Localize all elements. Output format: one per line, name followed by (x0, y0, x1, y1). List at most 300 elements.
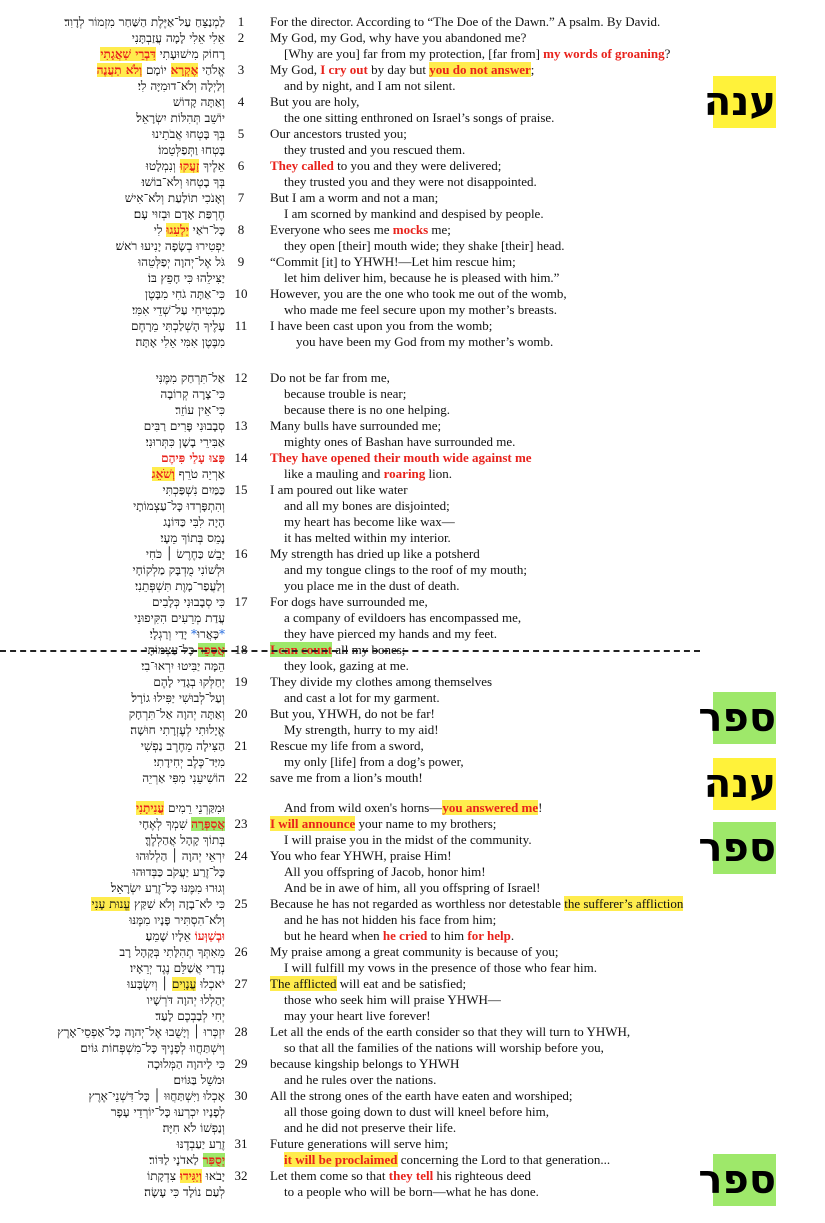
english-line (284, 562, 527, 578)
hebrew-line (163, 482, 225, 498)
english-line (270, 674, 492, 690)
english-line (284, 402, 450, 418)
hebrew-line-segment: בָּטְחוּ וַתְּפַלְּטֵמוֹ׃ (158, 143, 225, 157)
hebrew-line (149, 1152, 225, 1168)
english-line-segment: My God, (270, 62, 321, 77)
hebrew-line-segment: כִּי־אֵין עוֹזֵר׃ (175, 403, 225, 417)
english-line (284, 1040, 604, 1056)
english-line-segment: like a mauling and (284, 466, 384, 481)
english-line-segment: may your heart live forever! (284, 1008, 431, 1023)
english-line-segment: because kingship belongs to YHWH (270, 1056, 460, 1071)
hebrew-line-segment: כִּי־צָרָה קְרוֹבָה (160, 387, 225, 401)
keyword-badge: ספר (713, 692, 776, 744)
english-line-segment: roaring (383, 466, 426, 481)
hebrew-line-segment: גֹּל אֶל־יְהוָה יְפַלְּטֵהוּ (138, 255, 225, 269)
hebrew-line (129, 912, 225, 928)
hebrew-line-segment: עָלֶיךָ הָשְׁלַכְתִּי מֵרָחֶם (130, 319, 225, 333)
english-line-segment: and my tongue clings to the roof of my mouth; (284, 562, 527, 577)
english-line-segment: My praise among a great community is because of you; (270, 944, 559, 959)
english-line (284, 690, 440, 706)
english-line-segment: he cried (382, 928, 428, 943)
hebrew-line (146, 158, 225, 174)
english-line-segment: But you, YHWH, do not be far! (270, 706, 435, 721)
hebrew-line (173, 94, 225, 110)
hebrew-line-segment: רָחוֹק מִישׁוּעָתִי (155, 47, 225, 61)
english-line (284, 928, 514, 944)
english-line (284, 880, 540, 896)
hebrew-line (145, 286, 225, 302)
english-line (270, 816, 496, 832)
english-line-segment: I will fulfill my vows in the presence of those who fear him. (284, 960, 598, 975)
hebrew-line-segment: יְחַלְּקוּ בְגָדַי לָהֶם (153, 675, 225, 689)
verse-number: 12 (234, 370, 248, 385)
verse-number: 28 (234, 1024, 248, 1039)
english-line-segment: mighty ones of Bashan have surrounded me. (284, 434, 516, 449)
hebrew-line-segment: יַלְעִגוּ (166, 223, 189, 237)
english-line (284, 1120, 456, 1136)
english-line (270, 30, 526, 46)
hebrew-line (138, 78, 225, 94)
english-line (284, 434, 515, 450)
english-line-segment: they tell (388, 1168, 434, 1183)
hebrew-line (125, 190, 225, 206)
english-line-segment: for help (467, 928, 511, 943)
english-line-segment: let him deliver him, because he is pleased with him.” (284, 270, 560, 285)
english-line-segment: Everyone who sees me (270, 222, 393, 237)
keyword-badge: ספר (713, 1154, 776, 1206)
hebrew-line-segment: סְבָבוּנִי פָּרִים רַבִּים (143, 419, 225, 433)
english-line-segment: Future generations will serve him; (270, 1136, 449, 1151)
english-line-segment: my only [life] from a dog’s power, (284, 754, 464, 769)
english-line (284, 238, 565, 254)
english-line-segment: will eat and be satisfied; (336, 976, 467, 991)
english-line-segment: The afflicted (270, 976, 337, 991)
hebrew-line (134, 206, 225, 222)
english-line-segment: They have opened their mouth wide against me (270, 450, 532, 465)
hebrew-line (144, 418, 225, 434)
hebrew-line-segment: וְשֹׁאֵג (151, 467, 175, 481)
hebrew-line-segment: בְּךָ בָטְחוּ וְלֹא־בוֹשׁוּ׃ (141, 175, 225, 189)
english-line-segment: But I am a worm and not a man; (270, 190, 439, 205)
english-line (270, 222, 451, 238)
hebrew-line-segment: זֶרַע יַעַבְדֶנּוּ (176, 1137, 225, 1151)
english-line-segment: All the strong ones of the earth have eaten and worshiped; (270, 1088, 573, 1103)
hebrew-line-segment: ׀ וְיִשְׂבָּעוּ (127, 977, 172, 991)
english-line-segment: to a people who will be born—what he has done. (284, 1184, 539, 1199)
hebrew-line-segment: וּלְשׁוֹנִי מֻדְבָּק מַלְקוֹחָי (132, 563, 225, 577)
hebrew-line-segment: לְעַם נוֹלָד כִּי עָשָׂה׃ (144, 1185, 225, 1199)
verse-number: 31 (234, 1136, 248, 1151)
english-line-segment: I am scorned by mankind and despised by people. (284, 206, 544, 221)
english-line-segment: but he heard when (284, 928, 383, 943)
verse-number: 5 (237, 126, 245, 141)
hebrew-line (131, 690, 225, 706)
english-line-segment: All you offspring of Jacob, honor him! (284, 864, 486, 879)
hebrew-line (147, 1168, 225, 1184)
hebrew-line-segment: פָּצוּ עָלַי פִּיהֶם (161, 451, 225, 465)
hebrew-line-segment: מִבֶּטֶן אִמִּי אֵלִי אָתָּה׃ (135, 335, 225, 349)
hebrew-line-segment: וְגוּרוּ מִמֶּנּוּ כָּל־זֶרַע יִשְׂרָאֵל׃ (110, 881, 225, 895)
english-line-segment: Because he has not regarded as worthless nor detestable (270, 896, 565, 911)
english-line (270, 126, 407, 142)
english-line (270, 254, 516, 270)
hebrew-line-segment: אֱיָלוּתִי לְעֶזְרָתִי חוּשָׁה׃ (130, 723, 225, 737)
english-line-segment: they have pierced my hands and my feet. (284, 626, 497, 641)
hebrew-line-segment: וְלַיְלָה וְלֹא־דוּמִיָּה לִי׃ (137, 79, 225, 93)
english-line (284, 46, 670, 62)
english-line-segment: my words of groaning (543, 46, 665, 61)
hebrew-line (132, 302, 225, 318)
english-line-segment: However, you are the one who took me out of the womb, (270, 286, 567, 301)
english-line-segment: you answered me (442, 800, 539, 815)
english-line (284, 960, 597, 976)
hebrew-line-segment: וְיִשְׁתַּחֲווּ לְפָנֶיךָ כָּל־מִשְׁפְּחוֹת גּוֹיִם׃ (80, 1041, 225, 1055)
hebrew-line-segment: אֲסַפֵּר (198, 643, 225, 657)
verse-number: 2 (237, 30, 245, 45)
english-line-segment: Rescue my life from a sword, (270, 738, 424, 753)
hebrew-line (156, 370, 225, 386)
english-line (284, 142, 465, 158)
english-line-segment: all my bones; (332, 642, 406, 657)
english-line-segment: You who fear YHWH, praise Him! (270, 848, 452, 863)
english-line-segment: those who seek him will praise YHWH— (284, 992, 501, 1007)
hebrew-line (136, 334, 226, 350)
hebrew-line (142, 770, 225, 786)
hebrew-line-segment: הָיָה לִבִּי כַּדּוֹנָג (163, 515, 225, 529)
hebrew-line (154, 754, 225, 770)
english-line-segment: because trouble is near; (284, 386, 407, 401)
hebrew-line-segment: וְיַגִּידוּ (179, 1169, 202, 1183)
hebrew-line (138, 254, 225, 270)
hebrew-line (146, 434, 225, 450)
english-line-segment: Do not be far from me, (270, 370, 390, 385)
verse-number: 1 (237, 14, 245, 29)
english-line-segment: Let them come so that (270, 1168, 389, 1183)
english-line (284, 174, 537, 190)
hebrew-line-segment: יַפְטִירוּ בְשָׂפָה יָנִיעוּ רֹאשׁ׃ (115, 239, 225, 253)
verse-number: 32 (234, 1168, 248, 1183)
hebrew-line-segment: צִדְקָתוֹ (147, 1169, 180, 1183)
hebrew-line-segment: כַּמַּיִם נִשְׁפַּכְתִּי (162, 483, 225, 497)
english-line-segment: my heart has become like wax— (284, 514, 455, 529)
english-line (270, 738, 424, 754)
hebrew-line (139, 816, 225, 832)
hebrew-line (136, 110, 225, 126)
english-line-segment: My God, my God, why have you abandoned me? (270, 30, 527, 45)
hebrew-line-segment: עֲנָוִים (171, 977, 197, 991)
english-line-segment: I will announce (270, 816, 356, 831)
verse-number: 20 (234, 706, 248, 721)
english-line-segment: They divide my clothes among themselves (270, 674, 493, 689)
hebrew-line-segment: אַל־תִּרְחַק מִמֶּנִּי (155, 371, 225, 385)
hebrew-line (152, 594, 225, 610)
hebrew-line-segment: מֵאִתְּךָ תְהִלָּתִי בְּקָהָל רָב (119, 945, 225, 959)
hebrew-line-segment: בְּתוֹךְ קָהָל אֲהַלְלֶךָּ׃ (145, 833, 225, 847)
hebrew-line (111, 880, 225, 896)
hebrew-line-segment: דִּבְרֵי שַׁאֲגָתִי (100, 47, 156, 61)
english-line (284, 626, 497, 642)
hebrew-line-segment: חֶרְפַּת אָדָם וּבְזוּי עָם׃ (133, 207, 225, 221)
hebrew-line (154, 222, 225, 238)
hebrew-line-segment: אֲסַפְּרָה (191, 817, 225, 831)
hebrew-line (160, 386, 225, 402)
hebrew-line-segment: מִיַּד־כֶּלֶב יְחִידָתִי׃ (153, 755, 225, 769)
english-line (270, 546, 480, 562)
hebrew-line (152, 126, 225, 142)
english-line-segment: But you are holy, (270, 94, 360, 109)
hebrew-line-segment: וְנִמְלָטוּ (145, 159, 180, 173)
hebrew-line (163, 1120, 225, 1136)
hebrew-line (130, 722, 225, 738)
verse-number: 30 (234, 1088, 248, 1103)
hebrew-line-segment: כָּאֲרוּ (196, 627, 219, 641)
hebrew-line-segment: וְעַל־לְבוּשִׁי יַפִּילוּ גוֹרָל׃ (131, 691, 225, 705)
english-line (270, 190, 438, 206)
hebrew-line (150, 626, 225, 642)
verse-number: 27 (234, 976, 248, 991)
hebrew-line-segment: אַבִּירֵי בָשָׁן כִּתְּרוּנִי׃ (145, 435, 225, 449)
hebrew-line-segment: * (219, 627, 225, 641)
english-line-segment: they open [their] mouth wide; they shake [their] head. (284, 238, 565, 253)
verse-number: 15 (234, 482, 248, 497)
english-line (284, 658, 409, 674)
hebrew-line-segment: וּמִקַּרְנֵי רֵמִים (164, 801, 225, 815)
hebrew-line (147, 1056, 225, 1072)
english-line-segment: For the director. According to “The Doe of the Dawn.” A psalm. By David. (270, 14, 661, 29)
hebrew-line-segment: אֵלָיו שָׁמֵעַ׃ (145, 929, 195, 943)
hebrew-line (132, 30, 225, 46)
hebrew-line (131, 318, 225, 334)
hebrew-line (91, 896, 225, 912)
english-line-segment: it has melted within my interior. (284, 530, 451, 545)
hebrew-line (129, 706, 225, 722)
english-line-segment: you have been my God from my mother’s womb. (296, 334, 554, 349)
hebrew-line (133, 498, 225, 514)
english-line-segment: concerning the Lord to that generation... (397, 1152, 611, 1167)
english-line (270, 848, 452, 864)
verse-number: 10 (234, 286, 248, 301)
hebrew-line-segment: וְאַתָּה קָדוֹשׁ (172, 95, 225, 109)
keyword-badge: ענה (713, 758, 776, 810)
english-line (270, 976, 466, 992)
english-line (284, 498, 450, 514)
english-line (284, 1104, 549, 1120)
english-line-segment: lion. (425, 466, 453, 481)
english-line-segment: your name to my brothers; (355, 816, 497, 831)
hebrew-line (146, 546, 225, 562)
english-line-segment: his righteous deed (433, 1168, 532, 1183)
english-line (284, 912, 496, 928)
verse-number: 29 (234, 1056, 248, 1071)
hebrew-line (147, 992, 225, 1008)
hebrew-line-segment: יַצִּילֵהוּ כִּי חָפֵץ בּוֹ׃ (147, 271, 225, 285)
english-line (270, 158, 501, 174)
verse-number: 3 (237, 62, 245, 77)
hebrew-line (130, 960, 225, 976)
english-line-segment: by day but (367, 62, 430, 77)
english-line (284, 722, 439, 738)
hebrew-line (119, 944, 225, 960)
hebrew-line-segment: לַמְנַצֵּחַ עַל־אַיֶּלֶת הַשַּׁחַר מִזְמוֹר לְדָוִד׃ (64, 15, 225, 29)
hebrew-line-segment: עֲנִיתָנִי (135, 801, 165, 815)
english-line-segment: My strength, hurry to my aid! (284, 722, 439, 737)
english-line-segment: I am poured out like water (270, 482, 408, 497)
hebrew-line (88, 1088, 225, 1104)
english-line (270, 94, 359, 110)
english-line (284, 610, 521, 626)
english-line-segment: they trusted you and they were not disappointed. (284, 174, 537, 189)
hebrew-line-segment: כָּל־זֶרַע יַעֲקֹב כַּבְּדוּהוּ (132, 865, 225, 879)
english-line-segment: me; (428, 222, 451, 237)
english-line-segment: Our ancestors trusted you; (270, 126, 407, 141)
hebrew-line-segment: הֵמָּה יַבִּיטוּ יִרְאוּ־בִי׃ (141, 659, 225, 673)
english-line (270, 370, 390, 386)
english-line (270, 706, 435, 722)
hebrew-line-segment: יִרְאֵי יְהוָה ׀ הַלְלוּהוּ (136, 849, 225, 863)
english-line-segment: to you and they were delivered; (333, 158, 502, 173)
hebrew-line-segment: יֹאכְלוּ (196, 977, 225, 991)
hebrew-line (142, 174, 225, 190)
hebrew-line-segment: מַבְטִיחִי עַל־שְׁדֵי אִמִּי׃ (131, 303, 225, 317)
english-line (284, 206, 544, 222)
english-line-segment: I will praise you in the midst of the community. (284, 832, 532, 847)
verse-number: 19 (234, 674, 248, 689)
english-line-segment: to him (427, 928, 468, 943)
verse-number: 26 (234, 944, 248, 959)
verse-number: 21 (234, 738, 248, 753)
english-line (284, 578, 459, 594)
hebrew-line (64, 14, 225, 30)
hebrew-line-segment: הַצִּילָה מֵחֶרֶב נַפְשִׁי (140, 739, 225, 753)
verse-number: 22 (234, 770, 248, 785)
english-line (284, 1152, 610, 1168)
verse-number: 7 (237, 190, 245, 205)
english-line-segment: And be in awe of him, all you offspring of Israel! (284, 880, 541, 895)
hebrew-line-segment: אֱלֹהַי (198, 63, 225, 77)
verse-number: 25 (234, 896, 248, 911)
hebrew-line-segment: כִּי לֹא־בָזָה וְלֹא שִׁקַּץ (130, 897, 225, 911)
english-line-segment: a company of evildoers has encompassed me, (284, 610, 522, 625)
hebrew-line-segment: אֶקְרָא (170, 63, 199, 77)
hebrew-line-segment: וּמֹשֵׁל בַּגּוֹיִם׃ (173, 1073, 225, 1087)
hebrew-line-segment: הוֹשִׁיעֵנִי מִפִּי אַרְיֵה (142, 771, 225, 785)
verse-number: 4 (237, 94, 245, 109)
hebrew-line (160, 530, 225, 546)
hebrew-line (134, 610, 225, 626)
english-line (270, 1088, 573, 1104)
english-line-segment: ? (664, 46, 671, 61)
english-line (270, 14, 660, 30)
english-line-segment: and he rules over the nations. (284, 1072, 437, 1087)
english-line-segment: I can count (270, 642, 333, 657)
hebrew-line-segment: וְלֹא־הִסְתִּיר פָּנָיו מִמֶּנּוּ (129, 913, 225, 927)
hebrew-line-segment: עֲדַת מְרֵעִים הִקִּיפוּנִי (134, 611, 225, 625)
english-line-segment: all those going down to dust will kneel before him, (284, 1104, 550, 1119)
english-line (284, 466, 452, 482)
hebrew-line-segment: יָבֵשׁ כַּחֶרֶשׂ ׀ כֹּחִי (145, 547, 225, 561)
hebrew-line-segment: לְפָנָיו יִכְרְעוּ כָּל־יוֹרְדֵי עָפָר (110, 1105, 225, 1119)
english-line (284, 386, 406, 402)
english-line-segment: because there is no one helping. (284, 402, 451, 417)
hebrew-line-segment: כִּי־אַתָּה גֹחִי מִבָּטֶן (144, 287, 225, 301)
hebrew-line (163, 514, 225, 530)
hebrew-line (100, 46, 225, 62)
english-line (284, 1008, 431, 1024)
english-line (270, 482, 408, 498)
hebrew-line (145, 832, 225, 848)
hebrew-line (80, 1040, 225, 1056)
hebrew-line-segment: אַרְיֵה טֹרֵף (174, 467, 225, 481)
verse-number: 13 (234, 418, 248, 433)
english-line (270, 1056, 459, 1072)
english-line-segment: and he did not preserve their life. (284, 1120, 457, 1135)
english-line (270, 1024, 630, 1040)
hebrew-line-segment: וְהִתְפָּרְדוּ כָּל־עַצְמוֹתָי (133, 499, 225, 513)
hebrew-line (175, 402, 225, 418)
english-line (284, 302, 557, 318)
english-line (270, 896, 683, 912)
hebrew-line (152, 466, 225, 482)
hebrew-line-segment: וּבְשַׁוְּעוֹ (194, 929, 225, 943)
verse-number: 17 (234, 594, 248, 609)
hebrew-line (146, 928, 225, 944)
hebrew-line (133, 864, 225, 880)
hebrew-line-segment: זָעֲקוּ (179, 159, 200, 173)
verse-number: 11 (234, 318, 248, 333)
keyword-badge: ענה (713, 76, 776, 128)
hebrew-line-segment: * (190, 627, 197, 641)
hebrew-line (155, 1008, 225, 1024)
english-line (284, 832, 532, 848)
hebrew-line (161, 450, 225, 466)
verse-number: 9 (237, 254, 245, 269)
hebrew-line-segment: כָּל־עַצְמוֹתָי (144, 643, 199, 657)
english-line (270, 286, 567, 302)
english-line (270, 770, 423, 786)
hebrew-line (144, 1184, 225, 1200)
keyword-badge: ספר (713, 822, 776, 874)
hebrew-line-segment: וְלַעֲפַר־מָוֶת תִּשְׁפְּתֵנִי׃ (134, 579, 225, 593)
verse-number: 24 (234, 848, 248, 863)
english-line (284, 530, 451, 546)
english-line (284, 992, 501, 1008)
english-line (270, 1168, 531, 1184)
english-line (284, 800, 543, 816)
hebrew-line (177, 1136, 225, 1152)
verse-number: 16 (234, 546, 248, 561)
hebrew-line (173, 1072, 225, 1088)
english-line-segment: and by night, and I am not silent. (284, 78, 456, 93)
hebrew-line (158, 142, 225, 158)
english-line-segment: They called (270, 158, 334, 173)
hebrew-line (141, 658, 225, 674)
hebrew-line-segment: יְסֻפַּר (202, 1153, 225, 1167)
english-line-segment: they look, gazing at me. (284, 658, 409, 673)
hebrew-line-segment: וְאַתָּה יְהוָה אַל־תִּרְחָק (128, 707, 225, 721)
english-line (284, 754, 464, 770)
hebrew-line (135, 578, 225, 594)
hebrew-line-segment: עֱנוּת עָנִי (91, 897, 131, 911)
english-line-segment: who made me feel secure upon my mother’s breasts. (284, 302, 558, 317)
hebrew-line (148, 270, 225, 286)
verse-number: 23 (234, 816, 248, 831)
hebrew-line-segment: נָמֵס בְּתוֹךְ מֵעָי׃ (160, 531, 225, 545)
hebrew-line (133, 562, 225, 578)
english-line-segment: and all my bones are disjointed; (284, 498, 450, 513)
english-line-segment: mocks (392, 222, 429, 237)
english-line (270, 594, 428, 610)
hebrew-line-segment: יְהַלְלוּ יְהוָה דֹּרְשָׁיו (146, 993, 225, 1007)
